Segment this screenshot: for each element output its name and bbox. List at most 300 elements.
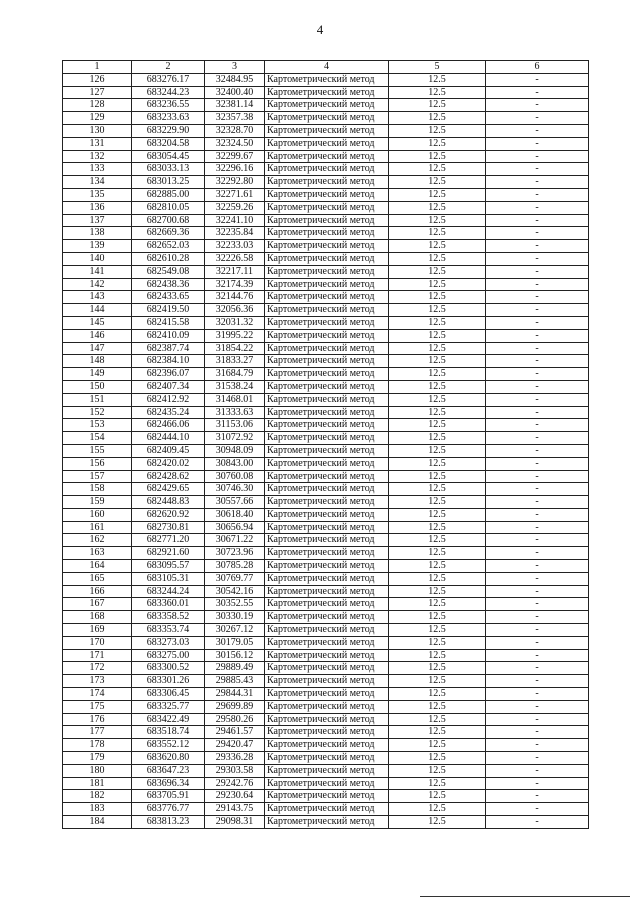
description-cell: - [486, 419, 589, 432]
accuracy-cell: 12.5 [389, 547, 486, 560]
x-coordinate-cell: 682412.92 [132, 393, 205, 406]
method-cell: Картометрический метод [265, 163, 389, 176]
accuracy-cell: 12.5 [389, 150, 486, 163]
x-coordinate-cell: 683552.12 [132, 739, 205, 752]
column-header: 1 [63, 61, 132, 74]
point-number-cell: 167 [63, 598, 132, 611]
table-row [63, 739, 589, 752]
x-coordinate-cell: 682438.36 [132, 278, 205, 291]
point-number-cell: 165 [63, 572, 132, 585]
x-coordinate-cell: 683033.13 [132, 163, 205, 176]
y-coordinate-cell: 30948.09 [205, 444, 265, 457]
point-number-cell: 149 [63, 368, 132, 381]
table-row [63, 611, 589, 624]
x-coordinate-cell: 682428.62 [132, 470, 205, 483]
table-row [63, 406, 589, 419]
point-number-cell: 154 [63, 432, 132, 445]
description-cell: - [486, 316, 589, 329]
method-cell: Картометрический метод [265, 483, 389, 496]
method-cell: Картометрический метод [265, 790, 389, 803]
description-cell: - [486, 150, 589, 163]
method-cell: Картометрический метод [265, 112, 389, 125]
x-coordinate-cell: 683696.34 [132, 777, 205, 790]
x-coordinate-cell: 683647.23 [132, 764, 205, 777]
column-header: 4 [265, 61, 389, 74]
method-cell: Картометрический метод [265, 265, 389, 278]
accuracy-cell: 12.5 [389, 739, 486, 752]
method-cell: Картометрический метод [265, 252, 389, 265]
accuracy-cell: 12.5 [389, 790, 486, 803]
point-number-cell: 162 [63, 534, 132, 547]
description-cell: - [486, 611, 589, 624]
x-coordinate-cell: 683422.49 [132, 713, 205, 726]
description-cell: - [486, 342, 589, 355]
description-cell: - [486, 201, 589, 214]
point-number-cell: 182 [63, 790, 132, 803]
point-number-cell: 171 [63, 649, 132, 662]
point-number-cell: 159 [63, 496, 132, 509]
table-row [63, 636, 589, 649]
description-cell: - [486, 393, 589, 406]
table-row [63, 265, 589, 278]
description-cell: - [486, 457, 589, 470]
column-header: 3 [205, 61, 265, 74]
method-cell: Картометрический метод [265, 380, 389, 393]
method-cell: Картометрический метод [265, 521, 389, 534]
method-cell: Картометрический метод [265, 124, 389, 137]
x-coordinate-cell: 683358.52 [132, 611, 205, 624]
table-row [63, 432, 589, 445]
point-number-cell: 173 [63, 675, 132, 688]
point-number-cell: 172 [63, 662, 132, 675]
description-cell: - [486, 124, 589, 137]
accuracy-cell: 12.5 [389, 444, 486, 457]
x-coordinate-cell: 682730.81 [132, 521, 205, 534]
x-coordinate-cell: 682435.24 [132, 406, 205, 419]
table-row [63, 214, 589, 227]
x-coordinate-cell: 683095.57 [132, 560, 205, 573]
table-row [63, 470, 589, 483]
accuracy-cell: 12.5 [389, 419, 486, 432]
y-coordinate-cell: 30557.66 [205, 496, 265, 509]
accuracy-cell: 12.5 [389, 726, 486, 739]
method-cell: Картометрический метод [265, 713, 389, 726]
method-cell: Картометрический метод [265, 752, 389, 765]
method-cell: Картометрический метод [265, 329, 389, 342]
y-coordinate-cell: 31684.79 [205, 368, 265, 381]
accuracy-cell: 12.5 [389, 342, 486, 355]
x-coordinate-cell: 682420.02 [132, 457, 205, 470]
x-coordinate-cell: 682652.03 [132, 240, 205, 253]
y-coordinate-cell: 29420.47 [205, 739, 265, 752]
method-cell: Картометрический метод [265, 688, 389, 701]
x-coordinate-cell: 683013.25 [132, 176, 205, 189]
accuracy-cell: 12.5 [389, 380, 486, 393]
table-row [63, 585, 589, 598]
accuracy-cell: 12.5 [389, 163, 486, 176]
y-coordinate-cell: 30352.55 [205, 598, 265, 611]
y-coordinate-cell: 29098.31 [205, 816, 265, 829]
table-row [63, 278, 589, 291]
method-cell: Картометрический метод [265, 662, 389, 675]
method-cell: Картометрический метод [265, 355, 389, 368]
y-coordinate-cell: 29885.43 [205, 675, 265, 688]
description-cell: - [486, 252, 589, 265]
description-cell: - [486, 137, 589, 150]
accuracy-cell: 12.5 [389, 534, 486, 547]
table-row [63, 457, 589, 470]
y-coordinate-cell: 29580.26 [205, 713, 265, 726]
accuracy-cell: 12.5 [389, 457, 486, 470]
table-row [63, 752, 589, 765]
y-coordinate-cell: 29143.75 [205, 803, 265, 816]
y-coordinate-cell: 32235.84 [205, 227, 265, 240]
y-coordinate-cell: 29242.76 [205, 777, 265, 790]
point-number-cell: 128 [63, 99, 132, 112]
accuracy-cell: 12.5 [389, 816, 486, 829]
x-coordinate-cell: 682549.08 [132, 265, 205, 278]
x-coordinate-cell: 683353.74 [132, 624, 205, 637]
accuracy-cell: 12.5 [389, 598, 486, 611]
description-cell: - [486, 585, 589, 598]
point-number-cell: 175 [63, 700, 132, 713]
table-row [63, 227, 589, 240]
description-cell: - [486, 368, 589, 381]
accuracy-cell: 12.5 [389, 624, 486, 637]
method-cell: Картометрический метод [265, 419, 389, 432]
method-cell: Картометрический метод [265, 675, 389, 688]
x-coordinate-cell: 682387.74 [132, 342, 205, 355]
description-cell: - [486, 713, 589, 726]
accuracy-cell: 12.5 [389, 572, 486, 585]
point-number-cell: 151 [63, 393, 132, 406]
table-row [63, 496, 589, 509]
y-coordinate-cell: 32299.67 [205, 150, 265, 163]
y-coordinate-cell: 29230.64 [205, 790, 265, 803]
accuracy-cell: 12.5 [389, 99, 486, 112]
description-cell: - [486, 355, 589, 368]
column-header: 5 [389, 61, 486, 74]
table-row [63, 150, 589, 163]
point-number-cell: 156 [63, 457, 132, 470]
point-number-cell: 170 [63, 636, 132, 649]
table-row [63, 86, 589, 99]
x-coordinate-cell: 682669.36 [132, 227, 205, 240]
accuracy-cell: 12.5 [389, 124, 486, 137]
method-cell: Картометрический метод [265, 432, 389, 445]
y-coordinate-cell: 32381.14 [205, 99, 265, 112]
method-cell: Картометрический метод [265, 803, 389, 816]
accuracy-cell: 12.5 [389, 560, 486, 573]
description-cell: - [486, 726, 589, 739]
description-cell: - [486, 86, 589, 99]
column-header: 6 [486, 61, 589, 74]
y-coordinate-cell: 30656.94 [205, 521, 265, 534]
y-coordinate-cell: 31072.92 [205, 432, 265, 445]
x-coordinate-cell: 683229.90 [132, 124, 205, 137]
description-cell: - [486, 816, 589, 829]
point-number-cell: 176 [63, 713, 132, 726]
y-coordinate-cell: 32226.58 [205, 252, 265, 265]
description-cell: - [486, 329, 589, 342]
x-coordinate-cell: 683518.74 [132, 726, 205, 739]
description-cell: - [486, 598, 589, 611]
y-coordinate-cell: 30179.05 [205, 636, 265, 649]
accuracy-cell: 12.5 [389, 675, 486, 688]
point-number-cell: 142 [63, 278, 132, 291]
point-number-cell: 157 [63, 470, 132, 483]
table-row [63, 112, 589, 125]
accuracy-cell: 12.5 [389, 240, 486, 253]
x-coordinate-cell: 683360.01 [132, 598, 205, 611]
x-coordinate-cell: 682384.10 [132, 355, 205, 368]
table-row [63, 508, 589, 521]
accuracy-cell: 12.5 [389, 252, 486, 265]
x-coordinate-cell: 683276.17 [132, 73, 205, 86]
description-cell: - [486, 406, 589, 419]
point-number-cell: 158 [63, 483, 132, 496]
x-coordinate-cell: 682407.34 [132, 380, 205, 393]
accuracy-cell: 12.5 [389, 432, 486, 445]
description-cell: - [486, 214, 589, 227]
x-coordinate-cell: 682610.28 [132, 252, 205, 265]
accuracy-cell: 12.5 [389, 470, 486, 483]
accuracy-cell: 12.5 [389, 688, 486, 701]
method-cell: Картометрический метод [265, 176, 389, 189]
table-row [63, 816, 589, 829]
table-row [63, 73, 589, 86]
point-number-cell: 155 [63, 444, 132, 457]
accuracy-cell: 12.5 [389, 406, 486, 419]
method-cell: Картометрический метод [265, 150, 389, 163]
x-coordinate-cell: 683275.00 [132, 649, 205, 662]
point-number-cell: 153 [63, 419, 132, 432]
accuracy-cell: 12.5 [389, 649, 486, 662]
table-row [63, 176, 589, 189]
point-number-cell: 148 [63, 355, 132, 368]
y-coordinate-cell: 32357.38 [205, 112, 265, 125]
y-coordinate-cell: 30156.12 [205, 649, 265, 662]
x-coordinate-cell: 683233.63 [132, 112, 205, 125]
point-number-cell: 180 [63, 764, 132, 777]
accuracy-cell: 12.5 [389, 86, 486, 99]
table-row [63, 163, 589, 176]
x-coordinate-cell: 683620.80 [132, 752, 205, 765]
coordinates-table [62, 60, 589, 829]
y-coordinate-cell: 29336.28 [205, 752, 265, 765]
accuracy-cell: 12.5 [389, 304, 486, 317]
table-row [63, 560, 589, 573]
y-coordinate-cell: 31854.22 [205, 342, 265, 355]
accuracy-cell: 12.5 [389, 713, 486, 726]
point-number-cell: 183 [63, 803, 132, 816]
x-coordinate-cell: 683054.45 [132, 150, 205, 163]
x-coordinate-cell: 682885.00 [132, 188, 205, 201]
table-row [63, 124, 589, 137]
table-row [63, 547, 589, 560]
table-row [63, 764, 589, 777]
table-row [63, 240, 589, 253]
accuracy-cell: 12.5 [389, 508, 486, 521]
table-row [63, 419, 589, 432]
method-cell: Картометрический метод [265, 99, 389, 112]
description-cell: - [486, 675, 589, 688]
description-cell: - [486, 790, 589, 803]
point-number-cell: 150 [63, 380, 132, 393]
y-coordinate-cell: 30267.12 [205, 624, 265, 637]
page-number: 4 [316, 22, 324, 37]
x-coordinate-cell: 682444.10 [132, 432, 205, 445]
accuracy-cell: 12.5 [389, 636, 486, 649]
y-coordinate-cell: 32241.10 [205, 214, 265, 227]
table-row [63, 688, 589, 701]
y-coordinate-cell: 32324.50 [205, 137, 265, 150]
accuracy-cell: 12.5 [389, 483, 486, 496]
method-cell: Картометрический метод [265, 777, 389, 790]
accuracy-cell: 12.5 [389, 611, 486, 624]
x-coordinate-cell: 683273.03 [132, 636, 205, 649]
y-coordinate-cell: 32271.61 [205, 188, 265, 201]
point-number-cell: 137 [63, 214, 132, 227]
accuracy-cell: 12.5 [389, 73, 486, 86]
table-row [63, 534, 589, 547]
description-cell: - [486, 649, 589, 662]
point-number-cell: 145 [63, 316, 132, 329]
y-coordinate-cell: 30843.00 [205, 457, 265, 470]
x-coordinate-cell: 682409.45 [132, 444, 205, 457]
description-cell: - [486, 444, 589, 457]
description-cell: - [486, 227, 589, 240]
point-number-cell: 134 [63, 176, 132, 189]
accuracy-cell: 12.5 [389, 700, 486, 713]
description-cell: - [486, 265, 589, 278]
method-cell: Картометрический метод [265, 457, 389, 470]
description-cell: - [486, 662, 589, 675]
y-coordinate-cell: 30723.96 [205, 547, 265, 560]
y-coordinate-cell: 31153.06 [205, 419, 265, 432]
table-row [63, 444, 589, 457]
bottom-rule [420, 896, 630, 897]
point-number-cell: 179 [63, 752, 132, 765]
x-coordinate-cell: 683301.26 [132, 675, 205, 688]
description-cell: - [486, 470, 589, 483]
table-row [63, 649, 589, 662]
table-row [63, 393, 589, 406]
table-row [63, 803, 589, 816]
point-number-cell: 184 [63, 816, 132, 829]
accuracy-cell: 12.5 [389, 777, 486, 790]
point-number-cell: 129 [63, 112, 132, 125]
table-row [63, 624, 589, 637]
accuracy-cell: 12.5 [389, 201, 486, 214]
description-cell: - [486, 240, 589, 253]
description-cell: - [486, 176, 589, 189]
y-coordinate-cell: 29844.31 [205, 688, 265, 701]
accuracy-cell: 12.5 [389, 112, 486, 125]
x-coordinate-cell: 682415.58 [132, 316, 205, 329]
accuracy-cell: 12.5 [389, 329, 486, 342]
description-cell: - [486, 521, 589, 534]
point-number-cell: 126 [63, 73, 132, 86]
x-coordinate-cell: 683325.77 [132, 700, 205, 713]
description-cell: - [486, 560, 589, 573]
point-number-cell: 141 [63, 265, 132, 278]
y-coordinate-cell: 32328.70 [205, 124, 265, 137]
x-coordinate-cell: 683244.23 [132, 86, 205, 99]
description-cell: - [486, 547, 589, 560]
accuracy-cell: 12.5 [389, 764, 486, 777]
description-cell: - [486, 803, 589, 816]
y-coordinate-cell: 31995.22 [205, 329, 265, 342]
table-row [63, 137, 589, 150]
point-number-cell: 174 [63, 688, 132, 701]
method-cell: Картометрический метод [265, 816, 389, 829]
point-number-cell: 140 [63, 252, 132, 265]
method-cell: Картометрический метод [265, 700, 389, 713]
point-number-cell: 127 [63, 86, 132, 99]
point-number-cell: 146 [63, 329, 132, 342]
method-cell: Картометрический метод [265, 86, 389, 99]
method-cell: Картометрический метод [265, 636, 389, 649]
method-cell: Картометрический метод [265, 739, 389, 752]
description-cell: - [486, 73, 589, 86]
point-number-cell: 178 [63, 739, 132, 752]
description-cell: - [486, 112, 589, 125]
x-coordinate-cell: 683244.24 [132, 585, 205, 598]
description-cell: - [486, 624, 589, 637]
description-cell: - [486, 572, 589, 585]
description-cell: - [486, 764, 589, 777]
point-number-cell: 163 [63, 547, 132, 560]
table-header-row [63, 61, 589, 74]
point-number-cell: 164 [63, 560, 132, 573]
description-cell: - [486, 496, 589, 509]
x-coordinate-cell: 682620.92 [132, 508, 205, 521]
method-cell: Картометрический метод [265, 508, 389, 521]
table-row [63, 483, 589, 496]
method-cell: Картометрический метод [265, 240, 389, 253]
y-coordinate-cell: 29889.49 [205, 662, 265, 675]
table-row [63, 713, 589, 726]
point-number-cell: 132 [63, 150, 132, 163]
description-cell: - [486, 700, 589, 713]
point-number-cell: 144 [63, 304, 132, 317]
table-row [63, 726, 589, 739]
description-cell: - [486, 432, 589, 445]
accuracy-cell: 12.5 [389, 393, 486, 406]
y-coordinate-cell: 30785.28 [205, 560, 265, 573]
point-number-cell: 130 [63, 124, 132, 137]
y-coordinate-cell: 30760.08 [205, 470, 265, 483]
method-cell: Картометрический метод [265, 560, 389, 573]
table-row [63, 252, 589, 265]
x-coordinate-cell: 682700.68 [132, 214, 205, 227]
x-coordinate-cell: 682771.20 [132, 534, 205, 547]
point-number-cell: 131 [63, 137, 132, 150]
method-cell: Картометрический метод [265, 649, 389, 662]
accuracy-cell: 12.5 [389, 265, 486, 278]
x-coordinate-cell: 683105.31 [132, 572, 205, 585]
y-coordinate-cell: 30618.40 [205, 508, 265, 521]
description-cell: - [486, 688, 589, 701]
table-row [63, 675, 589, 688]
method-cell: Картометрический метод [265, 214, 389, 227]
method-cell: Картометрический метод [265, 393, 389, 406]
table-row [63, 572, 589, 585]
y-coordinate-cell: 32056.36 [205, 304, 265, 317]
x-coordinate-cell: 682410.09 [132, 329, 205, 342]
table-row [63, 777, 589, 790]
